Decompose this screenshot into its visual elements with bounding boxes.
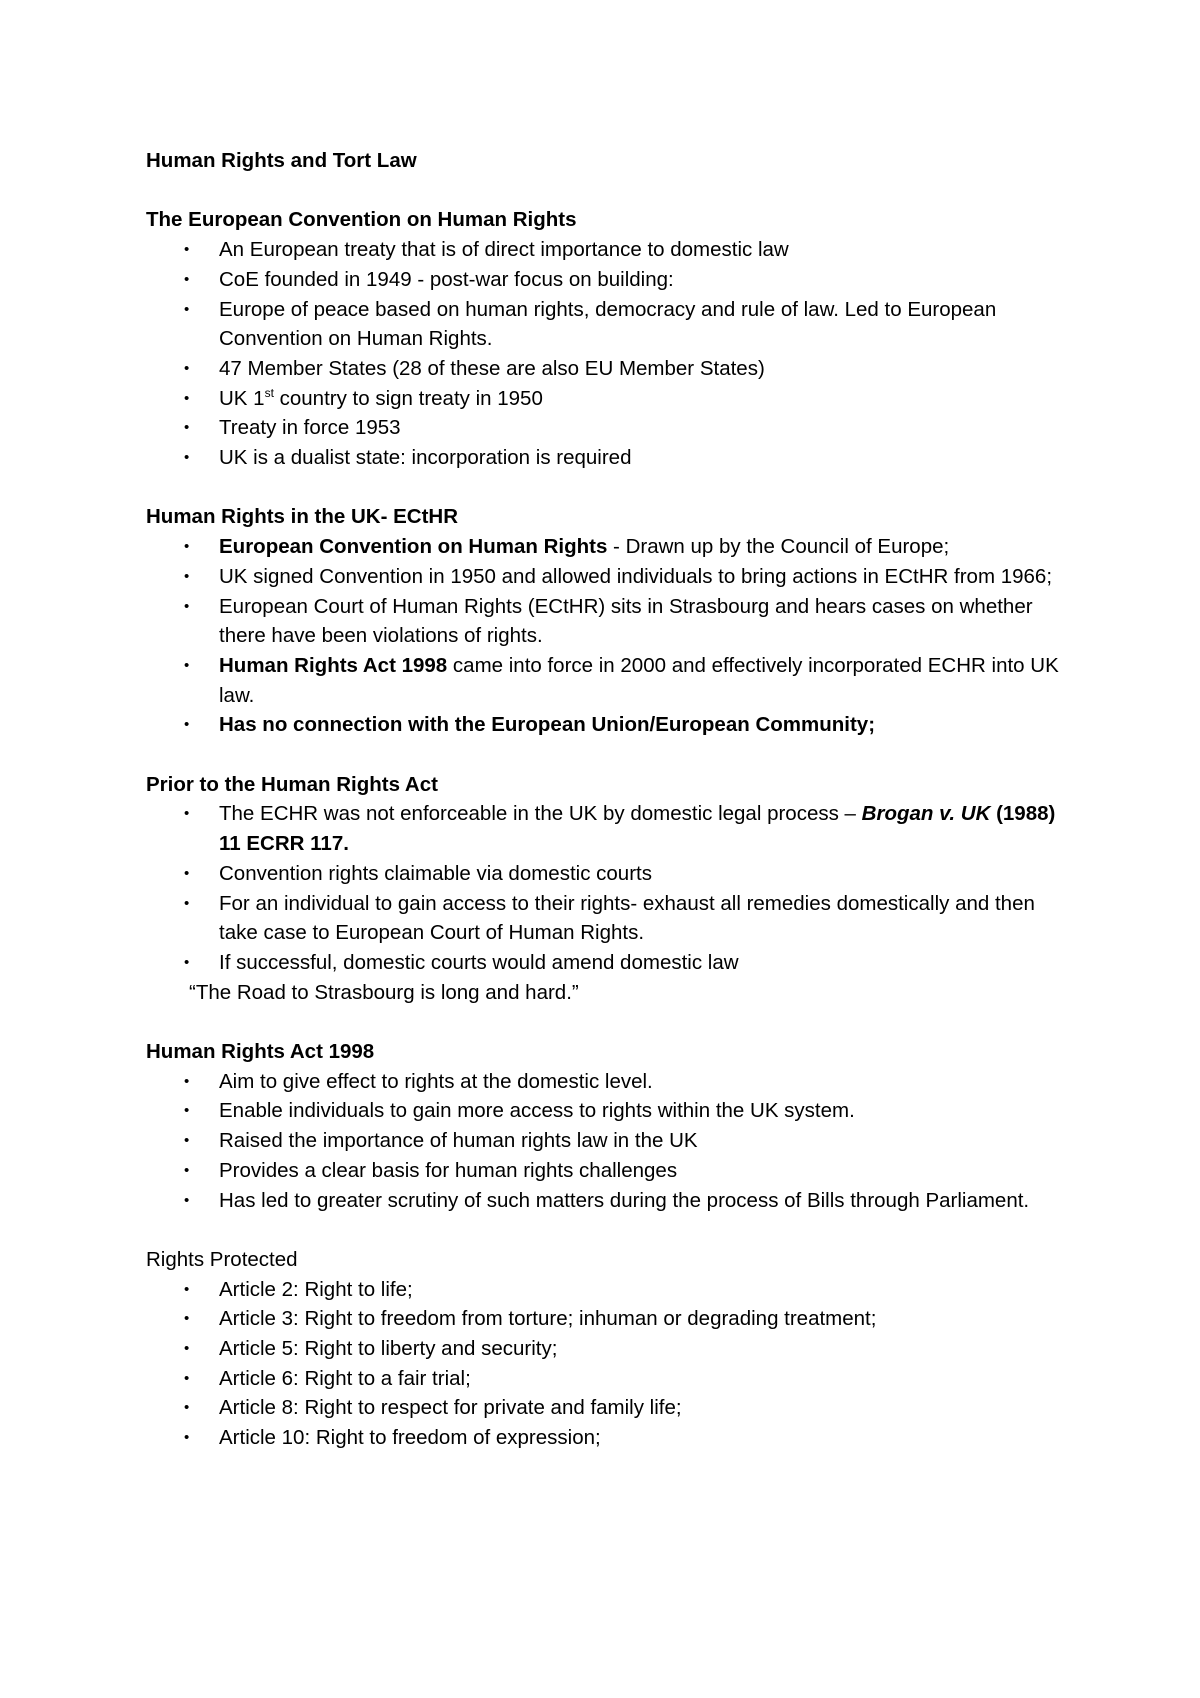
list-item: • European Court of Human Rights (ECtHR) sits in Strasbourg and hears cases on whether there have been violations of rights. — [146, 592, 1066, 651]
bullet-icon: • — [184, 359, 190, 377]
list-item: • Treaty in force 1953 — [146, 413, 1066, 443]
bullet-list — [146, 1275, 1066, 1453]
section-heading: The European Convention on Human Rights — [146, 208, 577, 232]
list-item: • Article 8: Right to respect for private and family life; — [146, 1393, 1066, 1423]
section-hra — [146, 1037, 1066, 1215]
section-echr — [146, 205, 1066, 472]
bullet-icon: • — [184, 449, 190, 467]
bullet-list — [146, 1067, 1066, 1216]
bullet-icon: • — [184, 953, 190, 971]
list-item: • UK signed Convention in 1950 and allowed individuals to bring actions in ECtHR from 1966; — [146, 562, 1066, 592]
bullet-icon: • — [184, 864, 190, 882]
bullet-icon: • — [184, 716, 190, 734]
document-body — [146, 146, 1066, 1483]
bullet-icon: • — [184, 270, 190, 288]
list-item: • UK is a dualist state: incorporation is required — [146, 443, 1066, 473]
bullet-icon: • — [184, 1429, 190, 1447]
section-rights-protected — [146, 1245, 1066, 1453]
list-item: • Has no connection with the European Union/European Community; — [146, 710, 1066, 740]
bullet-icon: • — [184, 567, 190, 585]
list-item: • Provides a clear basis for human rights challenges — [146, 1156, 1066, 1186]
section-heading: Prior to the Human Rights Act — [146, 772, 438, 796]
bullet-icon: • — [184, 1310, 190, 1328]
bullet-icon: • — [184, 1072, 190, 1090]
list-item: • Convention rights claimable via domestic courts — [146, 859, 1066, 889]
quote-line: “The Road to Strasbourg is long and hard.” — [189, 980, 579, 1004]
bullet-icon: • — [184, 419, 190, 437]
list-item: • Article 6: Right to a fair trial; — [146, 1364, 1066, 1394]
bullet-icon: • — [184, 241, 190, 259]
bullet-icon: • — [184, 389, 190, 407]
list-item: • Article 3: Right to freedom from torture; inhuman or degrading treatment; — [146, 1304, 1066, 1334]
bullet-icon: • — [184, 538, 190, 556]
section-prior — [146, 770, 1066, 1008]
list-item: • Article 5: Right to liberty and security; — [146, 1334, 1066, 1364]
bullet-icon: • — [184, 1340, 190, 1358]
bullet-icon: • — [184, 597, 190, 615]
list-item: • If successful, domestic courts would amend domestic law — [146, 948, 1066, 978]
bullet-icon: • — [184, 1191, 190, 1209]
list-item: • 47 Member States (28 of these are also EU Member States) — [146, 354, 1066, 384]
list-item: • The ECHR was not enforceable in the UK by domestic legal process – Brogan v. UK (1988) 11 ECRR 117. — [146, 799, 1066, 858]
document-title: Human Rights and Tort Law — [146, 149, 417, 172]
section-heading: Human Rights Act 1998 — [146, 1040, 375, 1064]
bullet-icon: • — [184, 1369, 190, 1387]
bullet-list — [146, 532, 1066, 740]
section-heading: Rights Protected — [146, 1247, 298, 1271]
bullet-icon: • — [184, 894, 190, 912]
list-item: • European Convention on Human Rights - Drawn up by the Council of Europe; — [146, 532, 1066, 562]
bullet-icon: • — [184, 1399, 190, 1417]
list-item: • Human Rights Act 1998 came into force in 2000 and effectively incorporated ECHR into UK law. — [146, 651, 1066, 710]
bullet-icon: • — [184, 1102, 190, 1120]
bullet-icon: • — [184, 300, 190, 318]
case-name: Brogan v. UK — [861, 802, 991, 826]
section-heading: Human Rights in the UK- ECtHR — [146, 505, 459, 529]
case-citation: (1988) 11 ECRR 117. — [219, 802, 1056, 856]
section-ecthr — [146, 502, 1066, 740]
list-item: • Article 2: Right to life; — [146, 1275, 1066, 1305]
list-item: • Aim to give effect to rights at the domestic level. — [146, 1067, 1066, 1097]
bullet-icon: • — [184, 1280, 190, 1298]
bullet-icon: • — [184, 805, 190, 823]
bullet-list — [146, 235, 1066, 473]
list-item: • Has led to greater scrutiny of such matters during the process of Bills through Parliament. — [146, 1186, 1066, 1216]
list-item: • Raised the importance of human rights law in the UK — [146, 1126, 1066, 1156]
list-item: • For an individual to gain access to their rights- exhaust all remedies domestically and then take case to European Court of Human Rights. — [146, 889, 1066, 948]
list-item: • Enable individuals to gain more access to rights within the UK system. — [146, 1096, 1066, 1126]
bullet-icon: • — [184, 656, 190, 674]
bullet-icon: • — [184, 1132, 190, 1150]
list-item: • Europe of peace based on human rights, democracy and rule of law. Led to European Convention on Human Rights. — [146, 295, 1066, 354]
ordinal-superscript: st — [264, 385, 274, 400]
list-item: • An European treaty that is of direct importance to domestic law — [146, 235, 1066, 265]
bullet-icon: • — [184, 1161, 190, 1179]
bullet-list — [146, 799, 1066, 977]
list-item: • Article 10: Right to freedom of expression; — [146, 1423, 1066, 1453]
list-item: • CoE founded in 1949 - post-war focus on building: — [146, 265, 1066, 295]
list-item: • UK 1st country to sign treaty in 1950 — [146, 384, 1066, 414]
